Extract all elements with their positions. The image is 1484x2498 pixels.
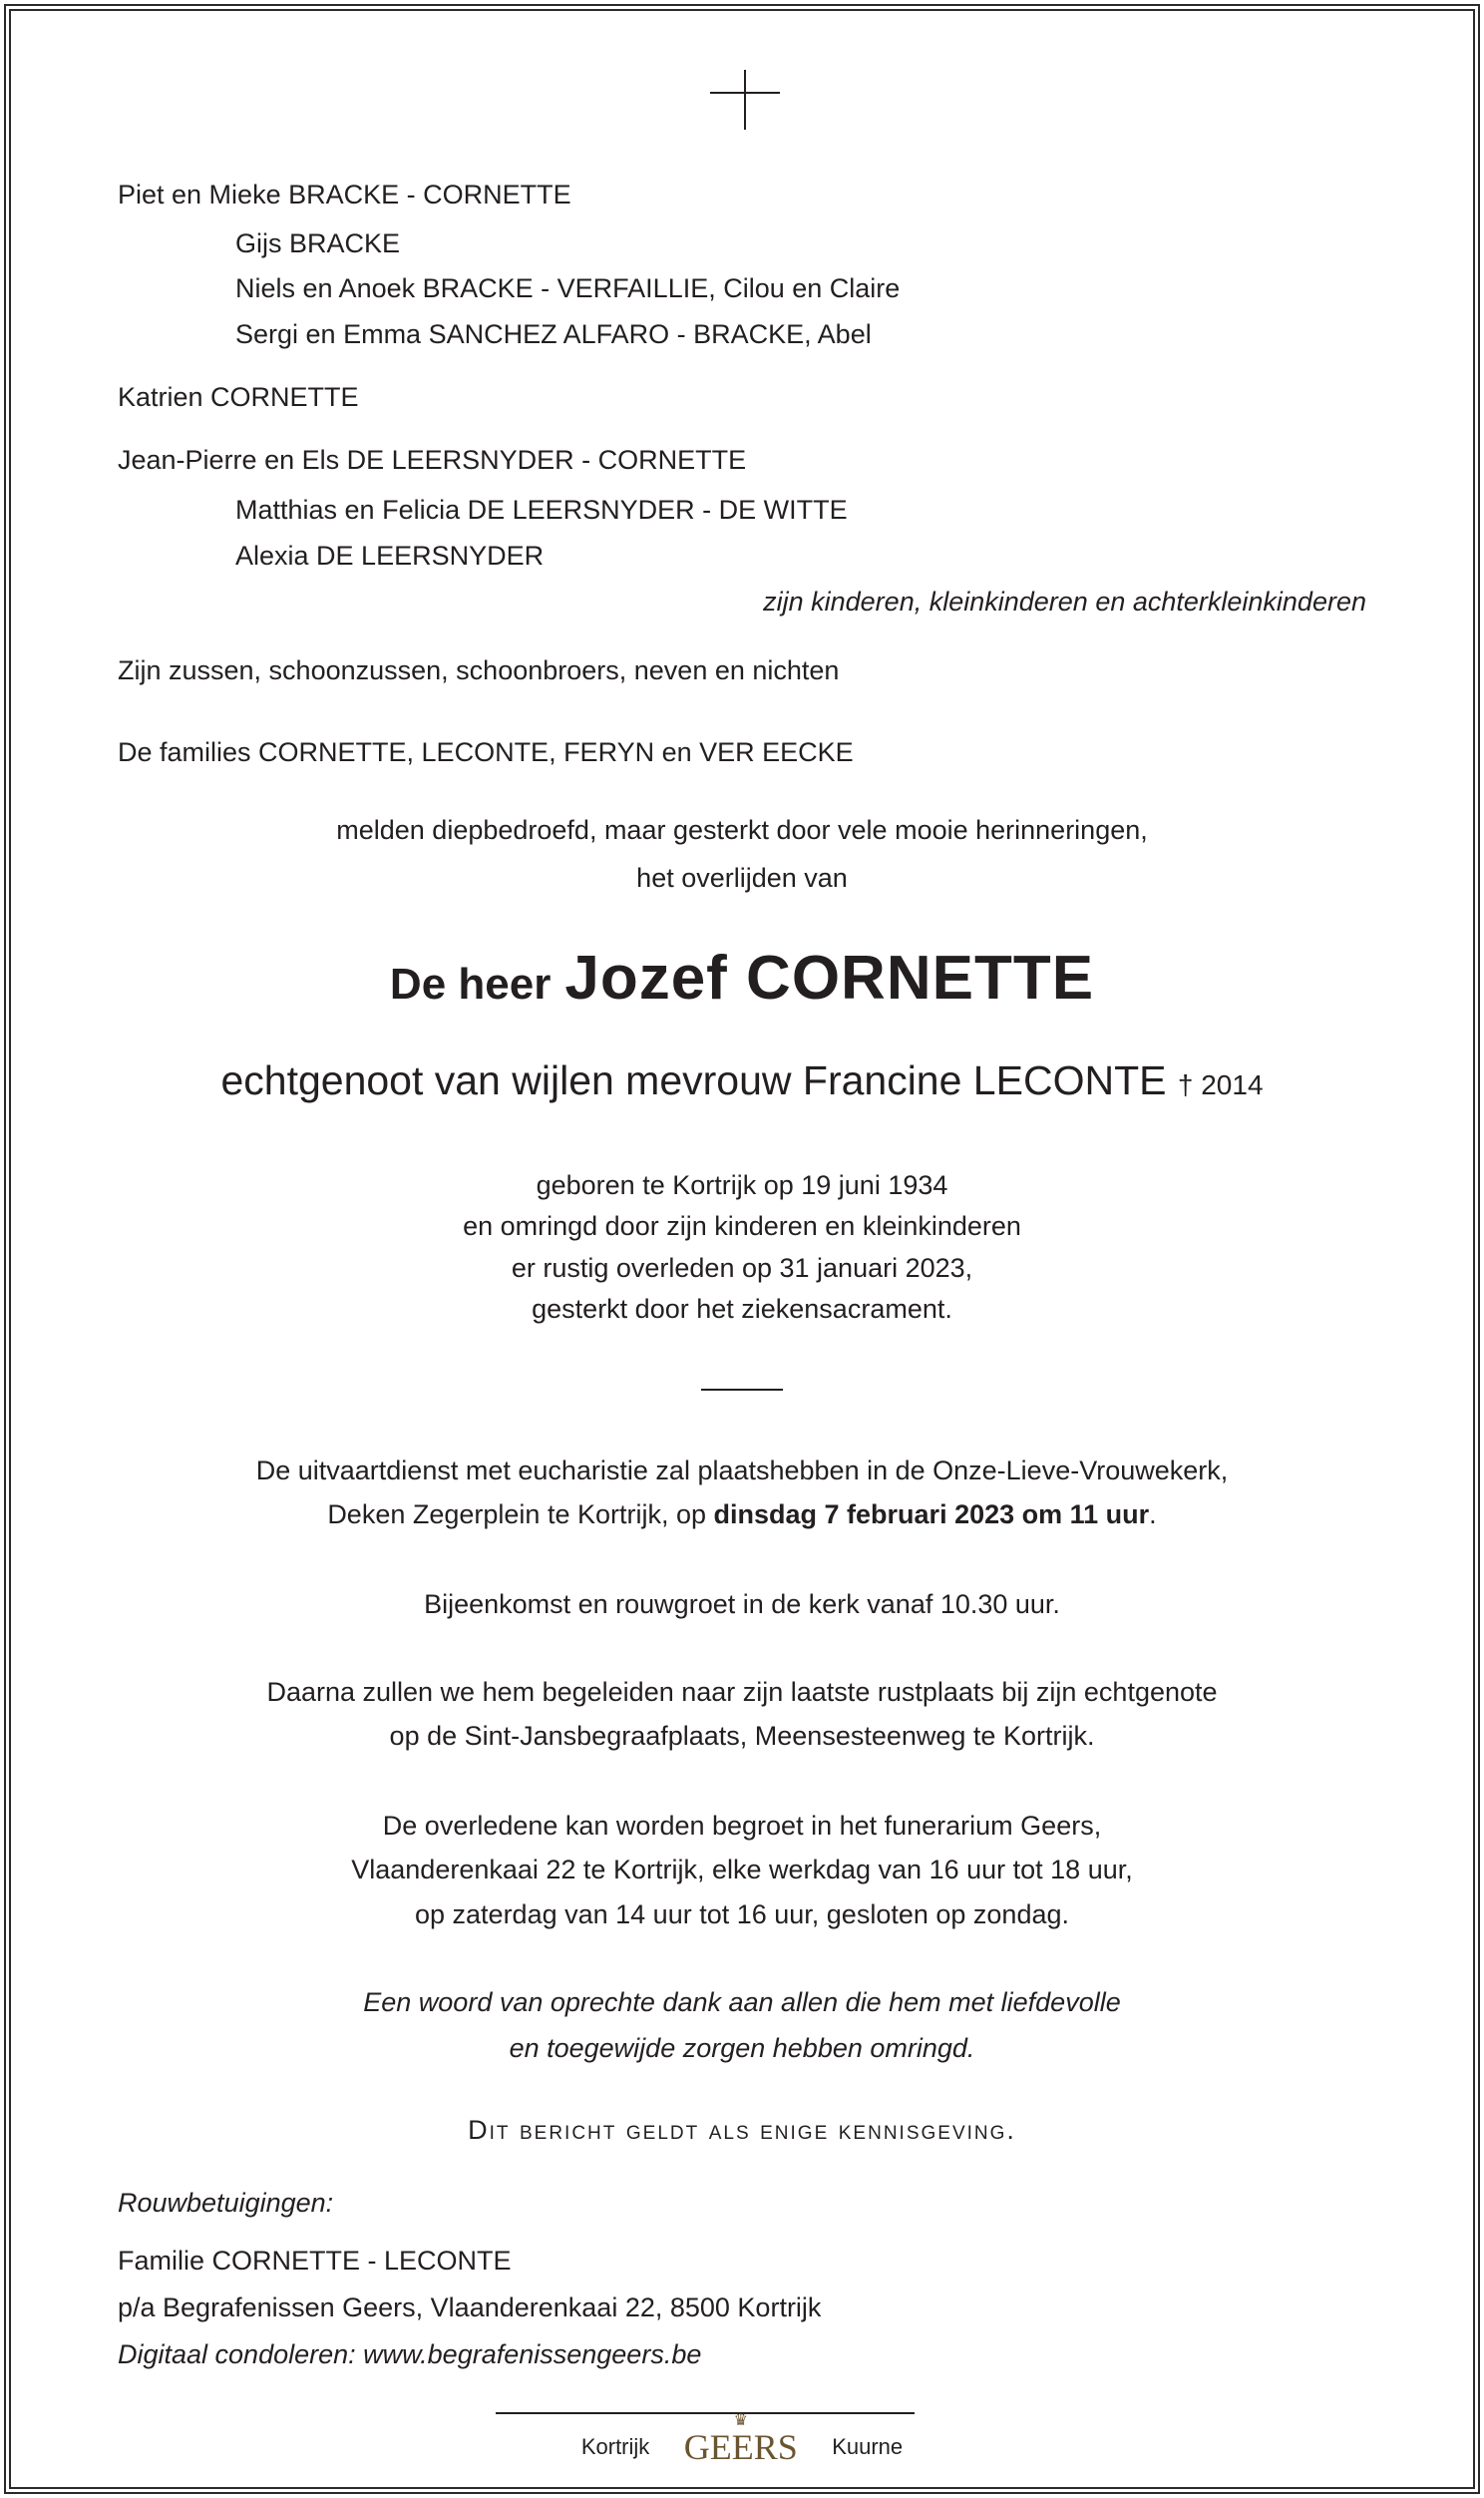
location-left: Kortrijk xyxy=(580,2434,650,2459)
family-line: Piet en Mieke BRACKE - CORNETTE xyxy=(118,180,571,209)
deceased-name: Jozef CORNETTE xyxy=(564,944,1095,1013)
family-line: Katrien CORNETTE xyxy=(118,382,359,412)
service-date: dinsdag 7 februari 2023 om 11 uur xyxy=(713,1499,1150,1529)
visit-line: op zaterdag van 14 uur tot 16 uur, gesloten op zondag. xyxy=(415,1899,1069,1929)
announce-line: melden diepbedroefd, maar gesterkt door vele mooie herinneringen, xyxy=(336,815,1148,845)
service-line: De uitvaartdienst met eucharistie zal plaatshebben in de Onze-Lieve-Vrouwekerk, xyxy=(255,1456,1229,1485)
brand-logo xyxy=(683,2412,798,2468)
cross-icon xyxy=(710,70,780,130)
family-line: Sergi en Emma SANCHEZ ALFARO - BRACKE, Abel xyxy=(235,319,872,349)
detail-line: en omringd door zijn kinderen en kleinkinderen xyxy=(463,1211,1021,1241)
burial-line: Daarna zullen we hem begeleiden naar zijn laatste rustplaats bij zijn echtgenote xyxy=(266,1677,1218,1707)
spouse-text: echtgenoot van wijlen mevrouw Francine LECONTE xyxy=(220,1057,1167,1103)
brand-name: GEERS xyxy=(683,2427,798,2467)
spouse-line xyxy=(0,1057,1484,1104)
condolences-address: p/a Begrafenissen Geers, Vlaanderenkaai 22, 8500 Kortrijk xyxy=(118,2292,822,2322)
service-text: Deken Zegerplein te Kortrijk, op xyxy=(327,1499,714,1529)
burial-line: op de Sint-Jansbegraafplaats, Meensesteenweg te Kortrijk. xyxy=(389,1721,1095,1751)
divider xyxy=(701,1389,783,1391)
siblings-line: Zijn zussen, schoonzussen, schoonbroers, neven en nichten xyxy=(118,655,840,685)
announce-line: het overlijden van xyxy=(636,863,848,893)
relation-line: zijn kinderen, kleinkinderen en achterkleinkinderen xyxy=(763,587,1366,617)
detail-line: er rustig overleden op 31 januari 2023, xyxy=(511,1253,973,1283)
service-text: . xyxy=(1149,1499,1157,1529)
condolences-name: Familie CORNETTE - LECONTE xyxy=(118,2246,512,2276)
family-line: Niels en Anoek BRACKE - VERFAILLIE, Cilou en Claire xyxy=(235,273,901,303)
family-line: Gijs BRACKE xyxy=(235,228,401,258)
detail-line: geboren te Kortrijk op 19 juni 1934 xyxy=(536,1170,948,1200)
crown-icon: ♛ xyxy=(733,2412,748,2429)
visit-line: Vlaanderenkaai 22 te Kortrijk, elke werkdag van 16 uur tot 18 uur, xyxy=(351,1855,1133,1884)
footer-divider xyxy=(496,2412,915,2414)
visit-line: De overledene kan worden begroet in het funerarium Geers, xyxy=(382,1811,1102,1841)
families-line: De families CORNETTE, LECONTE, FERYN en VER EECKE xyxy=(118,737,854,767)
location-right: Kuurne xyxy=(832,2434,904,2459)
notice-line: Dit bericht geldt als enige kennisgeving. xyxy=(468,2115,1016,2145)
title-prefix: De heer xyxy=(389,960,552,1009)
condolences-online[interactable]: Digitaal condoleren: www.begrafenissengeers.be xyxy=(118,2339,702,2369)
service-line xyxy=(0,1492,1484,1536)
gathering-line: Bijeenkomst en rouwgroet in de kerk vanaf 10.30 uur. xyxy=(424,1589,1060,1619)
family-line: Matthias en Felicia DE LEERSNYDER - DE WITTE xyxy=(235,495,848,525)
family-line: Jean-Pierre en Els DE LEERSNYDER - CORNETTE xyxy=(118,445,747,475)
detail-line: gesterkt door het ziekensacrament. xyxy=(532,1294,952,1324)
thanks-line: Een woord van oprechte dank aan allen die hem met liefdevolle xyxy=(363,1987,1121,2017)
spouse-death: † 2014 xyxy=(1177,1069,1264,1100)
condolences-label: Rouwbetuigingen: xyxy=(118,2188,334,2218)
funeral-home-logo xyxy=(0,2412,1484,2468)
family-line: Alexia DE LEERSNYDER xyxy=(235,541,545,571)
deceased-title xyxy=(0,943,1484,1014)
thanks-line: en toegewijde zorgen hebben omringd. xyxy=(509,2033,975,2063)
